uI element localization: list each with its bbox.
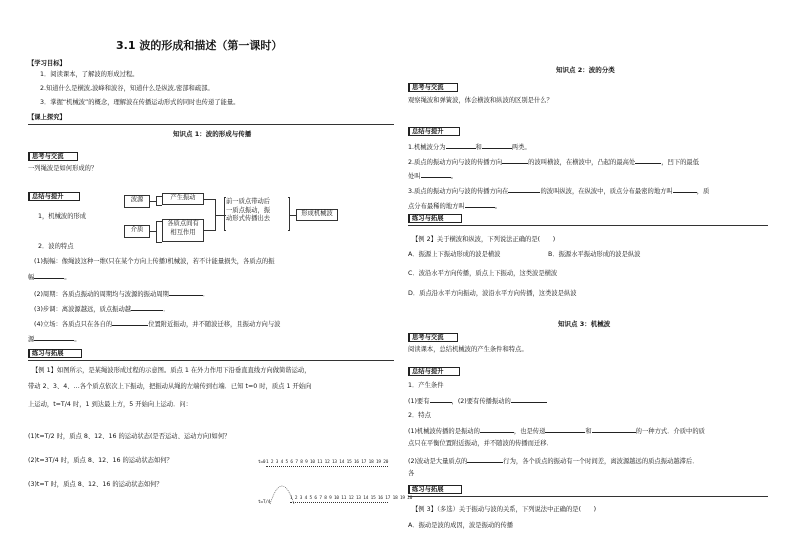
feature-blank-2[interactable] xyxy=(545,426,585,433)
period-line: (2)周期：各质点振动的周期均与波源的振动周期 ． xyxy=(34,291,210,298)
rope-label-t0: t=0 xyxy=(258,460,266,465)
practice-label-2: 练习与拓展 xyxy=(408,214,462,223)
feature-blank-4[interactable] xyxy=(467,456,503,463)
diagram-transfer-line-3: 动形式传播出去 xyxy=(226,215,271,222)
feature2-line-1: (2)波动是大量质点的 行为，各个质点的振动有一个时间差，离波源越远的质点振动越滞后． xyxy=(408,458,699,465)
example1-line-1: 【例 1】如图所示，是某绳波形成过程的示意图。质点 1 在外力作用下沿垂直直线方向做简谐运动， xyxy=(32,367,311,374)
example1-line-2: 带动 2、3、4、…各个质点依次上下振动，把振动从绳的左端传到右端．已知 t=0 时，质点 1 开始向 xyxy=(28,383,312,390)
transverse-line-1: 2.质点的振动方向与波的传播方向 的波叫横波，在横波中，凸起的最高处 ，凹下的最低 xyxy=(408,159,699,166)
feature1-line-2: 点只在平衡位置附近振动，并不随波的传播而迁移． xyxy=(408,440,553,447)
rope-numbers-t0: 1 2 3 4 5 6 7 8 9 10 11 12 13 14 15 16 17 18 19 20 xyxy=(266,460,389,465)
transverse-blank-3[interactable] xyxy=(421,171,451,178)
section-rule xyxy=(28,124,394,125)
diagram-transfer-line-1: 前一质点带动后 xyxy=(226,198,271,205)
diagram-transfer-line-2: 一质点振动，振 xyxy=(226,206,271,214)
study-goal-3: 3．掌握“机械波”的概念，理解波在传播运动形式的同时也传递了能量。 xyxy=(40,99,240,106)
practice-rule-2 xyxy=(408,225,768,226)
transverse-blank-2[interactable] xyxy=(635,157,661,164)
example1-question-1: (1)t=T/2 时，质点 8、12、16 的运动状态(是否运动、运动方向)如何？ xyxy=(28,433,231,440)
diagram-medium-box: 介质 xyxy=(124,225,150,238)
practice-rule xyxy=(28,360,394,361)
feature-blank-3[interactable] xyxy=(592,426,636,433)
classification-line-1: 1.机械波分为 和 两类。 xyxy=(408,144,531,151)
condition-line: (1)要有 ，(2)要有传播振动的 xyxy=(408,396,547,406)
kp3-title: 知识点 3：机械波 xyxy=(558,320,611,328)
amplitude-line-1: (1)振幅：像绳波这种一维(只在某个方向上传播)机械波，若不计能量损失，各质点的振 xyxy=(34,258,275,265)
practice-label-3: 练习与拓展 xyxy=(408,485,462,494)
summary-label-3: 总结与提升 xyxy=(408,367,460,376)
kp2-title: 知识点 2：波的分类 xyxy=(556,66,615,74)
example2-option-a: A．振源上下振动形成的波是横波 xyxy=(408,251,501,258)
practice-rule-3 xyxy=(408,496,768,497)
amplitude-line-2: 幅 。 xyxy=(28,274,71,281)
document-title: 3.1 波的形成和描述（第一课时） xyxy=(116,39,283,52)
diagram-interaction-box xyxy=(162,219,204,242)
think-exchange-label-3: 思考与交流 xyxy=(408,333,458,342)
think-exchange-label-2: 思考与交流 xyxy=(408,83,458,92)
position-line-1: (4)立场：各质点只在各自的 位置附近振动，并不随波迁移，且振动方向与波 xyxy=(34,321,281,328)
longitudinal-blank-2[interactable] xyxy=(673,186,697,193)
diagram-interaction-line-2: 相互作用 xyxy=(170,228,196,236)
feature2-line-2: 各 xyxy=(408,470,415,477)
amplitude-blank[interactable] xyxy=(34,272,64,279)
example1-line-3: 上运动，t=T/4 时，1 到达最上方，5 开始向上运动．问： xyxy=(28,401,192,408)
diagram-interaction-line-1: 各质点间有 xyxy=(167,220,199,227)
example2-option-d: D．质点沿水平方向振动，波沿水平方向传播，这类波是纵波 xyxy=(408,290,577,297)
feature-blank-1[interactable] xyxy=(480,426,514,433)
transverse-line-2: 处叫 。 xyxy=(408,173,457,180)
diagram-result-box: 形成机械波 xyxy=(296,209,338,221)
position-line-2: 源 。 xyxy=(28,336,81,343)
class-inquiry-header: 【课上探究】 xyxy=(28,114,66,121)
wave-type-blank-1[interactable] xyxy=(446,142,476,149)
study-goal-1: 1．阅读课本，了解波的形成过程。 xyxy=(40,71,139,78)
kp2-think-question: 观察绳波和弹簧波，体会横波和纵波的区别是什么？ xyxy=(408,97,553,104)
diagram-produce-vibration: 产生振动 xyxy=(162,193,204,205)
longitudinal-blank-1[interactable] xyxy=(508,186,540,193)
rope-numbers-t4: 1 2 3 4 5 6 7 8 9 10 11 12 13 14 15 16 17 18 19 20 xyxy=(290,496,413,501)
example1-question-2: (2)t=3T/4 时，质点 8、12、16 的运动状态如何？ xyxy=(28,457,173,464)
example2-option-c: C．波沿水平方向传播，质点上下振动，这类波是横波 xyxy=(408,270,558,277)
feature1-line-1: (1)机械波传播的是振动的 ，也是传递 和 的一种方式．介质中的质 xyxy=(408,428,705,435)
rope-label-t4: t=T/4 xyxy=(258,500,271,505)
example1-question-3: (3)t=T 时，质点 8、12、16 的运动状态如何？ xyxy=(28,481,163,488)
position-blank-2[interactable] xyxy=(34,334,74,341)
example2-stem: 【例 2】关于横波和纵波，下列说法正确的是( ) xyxy=(412,236,556,243)
longitudinal-line-2: 点分布最稀的地方叫 。 xyxy=(408,203,501,210)
feature-heading: 2．特点 xyxy=(408,412,431,419)
transverse-blank-1[interactable] xyxy=(502,157,528,164)
formation-heading: 1，机械波的形成 xyxy=(38,213,87,220)
example3-option-a: A．振动是波的成因，波是振动的传播 xyxy=(408,522,514,529)
kp3-think-question: 阅读课本，总结机械波的产生条件和特点。 xyxy=(408,346,528,353)
kp1-question: 一列绳波是如何形成的？ xyxy=(28,165,98,172)
summary-label: 总结与提升 xyxy=(28,192,80,201)
pace-line: (3)步调：离波源越远，质点振动越 ． xyxy=(34,306,170,313)
practice-label: 练习与拓展 xyxy=(28,349,82,358)
think-exchange-label: 思考与交流 xyxy=(28,152,78,161)
example3-stem: 【例 3】（多选）关于振动与波的关系，下列说法中正确的是( ) xyxy=(412,506,597,513)
pace-blank[interactable] xyxy=(131,304,163,311)
study-goals-header: 【学习目标】 xyxy=(28,60,66,67)
diagram-transfer-text xyxy=(226,198,288,230)
condition-blank-1[interactable] xyxy=(430,396,452,403)
wave-type-blank-2[interactable] xyxy=(482,142,512,149)
longitudinal-line-1: 3.质点的振动方向与波的传播方向在 的波叫纵波，在纵波中，质点分布最密的地方叫 ，质 xyxy=(408,188,710,195)
condition-heading: 1．产生条件 xyxy=(408,382,444,389)
features-heading: 2．波的特点 xyxy=(38,243,74,250)
summary-label-2: 总结与提升 xyxy=(408,127,460,136)
diagram-source-box: 波源 xyxy=(124,195,150,208)
position-blank-1[interactable] xyxy=(112,319,148,326)
longitudinal-blank-3[interactable] xyxy=(465,201,495,208)
period-blank[interactable] xyxy=(169,289,203,296)
kp1-title: 知识点 1：波的形成与传播 xyxy=(173,130,252,138)
condition-blank-2[interactable] xyxy=(511,396,547,403)
example2-option-b: B．振源水平振动形成的波是纵波 xyxy=(548,251,641,258)
study-goal-2: 2.知道什么是横波,波峰和波谷，知道什么是纵波,密部和疏部。 xyxy=(40,85,214,92)
